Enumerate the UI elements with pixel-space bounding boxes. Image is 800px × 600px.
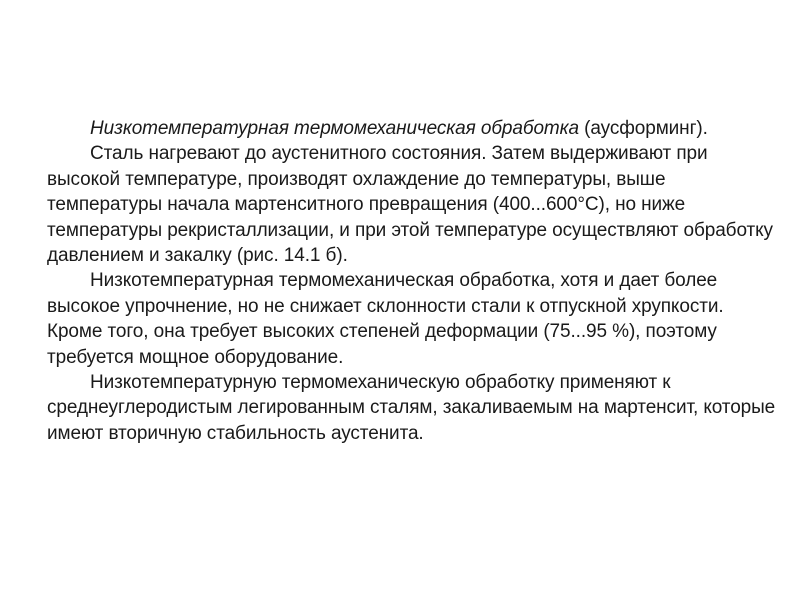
- heading-title: Низкотемпературная термомеханическая обработка: [90, 118, 579, 139]
- paragraph-application: Низкотемпературную термомеханическую обработку применяют к среднеуглеродистым легированным сталям, закаливаемым на мартенсит, которые имеют вторичную стабильность аустенита.: [47, 372, 776, 444]
- heading-paragraph: [47, 116, 782, 141]
- paragraph-properties: Низкотемпературная термомеханическая обработка, хотя и дает более высокое упрочнение, но не снижает склонности стали к отпускной хрупкости. Кроме того, она требует высоких степеней деформации (75...95 %), поэтому требуется мощное оборудование.: [47, 270, 724, 368]
- text-block: [47, 116, 782, 446]
- paragraph-process: Сталь нагревают до аустенитного состояния. Затем выдерживают при высокой температуре, производят охлаждение до температуры, выше температуры начала мартенситного превращения (400...600°С), но ниже температуры рекристаллизации, и при этой температуре осуществляют обработку давлением и закалку (рис. 14.1 б).: [47, 143, 773, 267]
- heading-subtitle: (аусформинг).: [578, 118, 708, 139]
